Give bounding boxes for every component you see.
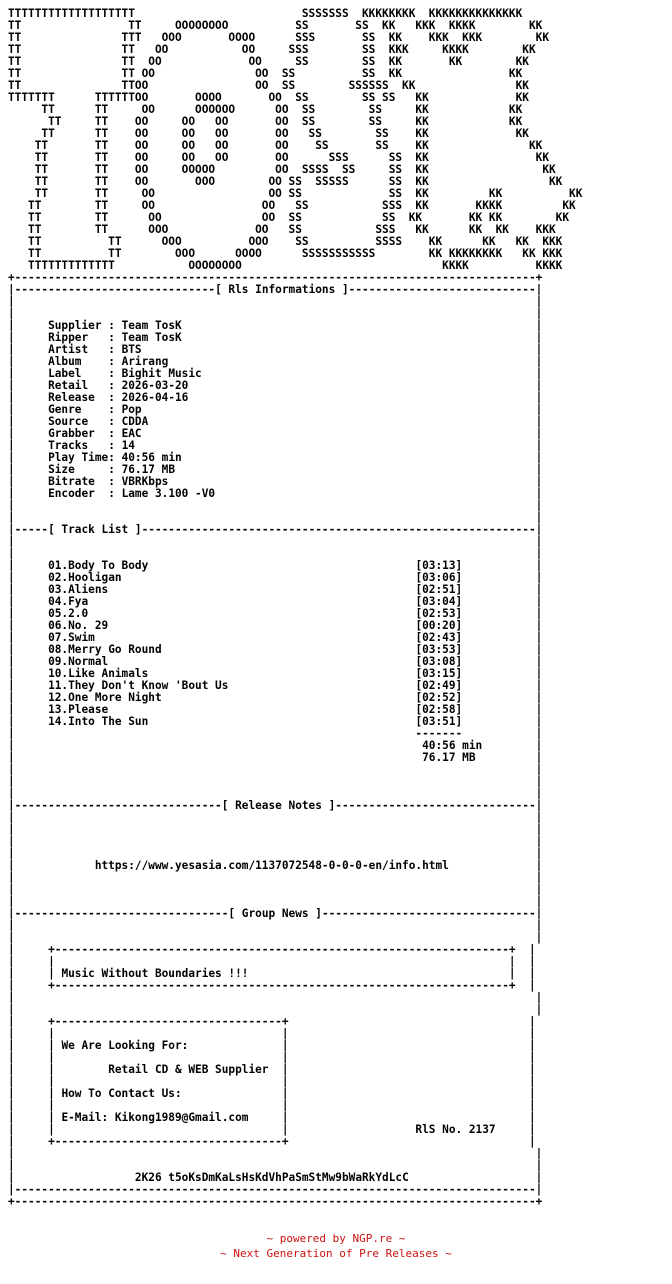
info-key: Genre: [48, 403, 82, 416]
blank-line: | |: [8, 499, 543, 512]
contact-email: | | E-Mail: Kikong1989@Gmail.com | |: [8, 1111, 536, 1124]
looking-for-label: We Are Looking For:: [61, 1039, 189, 1052]
border-inner-bottom: |------------------------------------------------------------------------------|: [8, 1183, 543, 1196]
logo-art: TT TT OOO OO SS SSS KK KK KK KKK: [8, 223, 556, 236]
info-key: Tracks: [48, 439, 89, 452]
info-value: 76.17 MB: [121, 463, 175, 476]
contact-box-blank: | | | |: [8, 1099, 536, 1112]
group-slogan: Music Without Boundaries !!!: [61, 967, 249, 980]
tracks-total-time: | 40:56 min |: [8, 739, 543, 752]
contact-how-label: | | How To Contact Us: | |: [8, 1087, 536, 1100]
tracks-total-size-text: 76.17 MB: [422, 751, 476, 764]
logo-art: TT TT OO OOO OO SS SSSSS SS KK KK: [8, 175, 563, 188]
info-key: Encoder: [48, 487, 95, 500]
info-row: | Grabber : EAC |: [8, 427, 543, 440]
track-title: 10.Like Animals: [48, 667, 149, 680]
info-key: Supplier: [48, 319, 102, 332]
track-row: | 07.Swim [02:43] |: [8, 631, 543, 644]
logo-art: TTTTTTTTTTTTT OOOOOOOO KKKK KKKK: [8, 259, 563, 272]
logo-art: TT TT OO OOOOOO OO SS SS KK KK: [8, 103, 523, 116]
info-value: Arirang: [121, 355, 169, 368]
tracks-total-size: | 76.17 MB |: [8, 751, 543, 764]
release-notes-link[interactable]: https://www.yesasia.com/1137072548-0-0-0-en/info.html: [94, 859, 449, 872]
track-time: [03:06]: [415, 571, 463, 584]
logo-art: TT TTOO OO SS SSSSSS KK KK: [8, 79, 529, 92]
info-row: | Play Time: 40:56 min |: [8, 451, 543, 464]
logo-art: TT TT OO OO OO OO SS SS KK KK: [8, 115, 523, 128]
info-row: | Artist : BTS |: [8, 343, 543, 356]
blank-line: | |: [8, 931, 543, 944]
track-time: [03:53]: [415, 643, 463, 656]
blank-line: | |: [8, 919, 543, 932]
footer-line-2: [0, 1246, 672, 1261]
info-row: | Album : Arirang |: [8, 355, 543, 368]
track-row: | 01.Body To Body [03:13] |: [8, 559, 543, 572]
track-title: 13.Please: [48, 703, 109, 716]
blank-line: | |: [8, 535, 543, 548]
track-row: | 08.Merry Go Round [03:53] |: [8, 643, 543, 656]
info-row: | Ripper : Team TosK |: [8, 331, 543, 344]
section-notes: |-------------------------------[ Release Notes ]------------------------------|: [8, 799, 543, 812]
logo-art: TT TT OO OO SS SS KK KK KK KK: [8, 211, 570, 224]
logo-art: TT TT OO OO OO OO SS SS KK KK: [8, 139, 543, 152]
info-row: | Size : 76.17 MB |: [8, 463, 543, 476]
track-row: | 02.Hooligan [03:06] |: [8, 571, 543, 584]
info-row: | Label : Bighit Music |: [8, 367, 543, 380]
contact-email[interactable]: E-Mail: Kikong1989@Gmail.com: [61, 1111, 249, 1124]
info-key: Source: [48, 415, 89, 428]
info-value: EAC: [121, 427, 142, 440]
nfo-text-block: [8, 8, 582, 1208]
track-time: [00:20]: [415, 619, 463, 632]
track-title: 02.Hooligan: [48, 571, 122, 584]
track-title: 03.Aliens: [48, 583, 109, 596]
blank-line: | |: [8, 991, 543, 1004]
track-title: 12.One More Night: [48, 691, 162, 704]
info-key: Size: [48, 463, 75, 476]
contact-label: How To Contact Us:: [61, 1087, 182, 1100]
border-top: +------------------------------------------------------------------------------+: [8, 271, 543, 284]
track-title: 04.Fya: [48, 595, 89, 608]
info-value: Team TosK: [121, 319, 182, 332]
looking-for-value: Retail CD & WEB Supplier: [108, 1063, 269, 1076]
contact-box-blank: | | | |: [8, 1027, 536, 1040]
tracks-total-rule: | ------- |: [8, 727, 543, 740]
logo-art: TT TTT OOO OOOO SSS SS KK KKK KKK KK: [8, 31, 549, 44]
contact-looking-label: | | We Are Looking For: | |: [8, 1039, 536, 1052]
info-row: | Source : CDDA |: [8, 415, 543, 428]
track-title: 01.Body To Body: [48, 559, 149, 572]
blank-line: | |: [8, 295, 543, 308]
info-key: Artist: [48, 343, 89, 356]
powered-by-link[interactable]: ~ powered by NGP.re ~: [266, 1232, 406, 1245]
info-row: | Retail : 2026-03-20 |: [8, 379, 543, 392]
track-time: [03:51]: [415, 715, 463, 728]
track-time: [02:49]: [415, 679, 463, 692]
blank-line: | |: [8, 811, 543, 824]
blank-line: | |: [8, 775, 543, 788]
info-key: Label: [48, 367, 82, 380]
rls-no-row: | | | RlS No. 2137 |: [8, 1123, 536, 1136]
track-row: | 06.No. 29 [00:20] |: [8, 619, 543, 632]
slogan-box-blank: | | | |: [8, 955, 536, 968]
blank-line: | |: [8, 763, 543, 776]
slogan-row: | | Music Without Boundaries !!! | |: [8, 967, 536, 980]
blank-line: | |: [8, 511, 543, 524]
track-title: 11.They Don't Know 'Bout Us: [48, 679, 229, 692]
track-time: [03:13]: [415, 559, 463, 572]
contact-box-bottom: | +----------------------------------+ |: [8, 1135, 536, 1148]
info-value: Pop: [121, 403, 142, 416]
tracks-total-rule-text: -------: [415, 727, 463, 740]
info-value: 40:56 min: [121, 451, 182, 464]
logo-art: TT TT OO OO SS SS KK KK: [8, 67, 523, 80]
info-value: Team TosK: [121, 331, 182, 344]
info-value: VBRKbps: [121, 475, 169, 488]
track-row: | 14.Into The Sun [03:51] |: [8, 715, 543, 728]
info-key: Play Time: [48, 451, 109, 464]
section-news: |--------------------------------[ Group News ]--------------------------------|: [8, 907, 543, 920]
logo-art: TT TT OO OO SS SS KK KK KK: [8, 55, 529, 68]
track-row: | 03.Aliens [02:51] |: [8, 583, 543, 596]
track-title: 09.Normal: [48, 655, 109, 668]
track-time: [02:43]: [415, 631, 463, 644]
info-row: | Supplier : Team TosK |: [8, 319, 543, 332]
section-rls-title: [ Rls Informations ]: [215, 283, 349, 296]
section-rls: |------------------------------[ Rls Informations ]----------------------------|: [8, 283, 543, 296]
logo-art: TT TT OOO OOO SS SSSS KK KK KK KKK: [8, 235, 563, 248]
logo-art: TTTTTTT TTTTTTOO OOOO OO SS SS SS KK KK: [8, 91, 529, 104]
blank-line: | |: [8, 823, 543, 836]
info-value: CDDA: [121, 415, 149, 428]
group-signature: 2K26 t5oKsDmKaLsHsKdVhPaSmStMw9bWaRkYdLcC: [134, 1171, 409, 1184]
info-row: | Bitrate : VBRKbps |: [8, 475, 543, 488]
track-title: 07.Swim: [48, 631, 95, 644]
blank-line: | |: [8, 895, 543, 908]
info-row: | Encoder : Lame 3.100 -V0 |: [8, 487, 543, 500]
section-tracks-title: [ Track List ]: [48, 523, 142, 536]
info-key: Retail: [48, 379, 89, 392]
signature-row: | 2K26 t5oKsDmKaLsHsKdVhPaSmStMw9bWaRkYdLcC |: [8, 1171, 543, 1184]
info-value: BTS: [121, 343, 142, 356]
info-key: Grabber: [48, 427, 95, 440]
logo-art: TT TT OOOOOOOO SS SS KK KKK KKKK KK: [8, 19, 543, 32]
contact-looking-value: | | Retail CD & WEB Supplier | |: [8, 1063, 536, 1076]
blank-line: | |: [8, 1147, 543, 1160]
logo-art: TT TT OO OO SSS SS KKK KKKK KK: [8, 43, 536, 56]
track-title: 06.No. 29: [48, 619, 109, 632]
track-row: | 12.One More Night [02:52] |: [8, 691, 543, 704]
track-title: 05.2.0: [48, 607, 89, 620]
section-tracks: |-----[ Track List ]-----------------------------------------------------------|: [8, 523, 543, 536]
slogan-box-top: | +--------------------------------------------------------------------+ |: [8, 943, 536, 956]
tracks-total-time-text: 40:56 min: [422, 739, 483, 752]
info-row: | Tracks : 14 |: [8, 439, 543, 452]
info-key: Bitrate: [48, 475, 95, 488]
blank-line: | |: [8, 547, 543, 560]
notes-url-row: | https://www.yesasia.com/1137072548-0-0-0-en/info.html |: [8, 859, 543, 872]
next-generation-link[interactable]: ~ Next Generation of Pre Releases ~: [220, 1247, 452, 1260]
track-time: [02:53]: [415, 607, 463, 620]
info-key: Ripper: [48, 331, 89, 344]
contact-box-blank: | | | |: [8, 1075, 536, 1088]
track-time: [02:51]: [415, 583, 463, 596]
info-key: Release: [48, 391, 95, 404]
blank-line: | |: [8, 835, 543, 848]
info-value: Bighit Music: [121, 367, 202, 380]
info-value: Lame 3.100 -V0: [121, 487, 216, 500]
track-row: | 09.Normal [03:08] |: [8, 655, 543, 668]
section-notes-title: [ Release Notes ]: [221, 799, 336, 812]
logo-art: TT TT OO OO OO OO SSS SS KK KK: [8, 151, 549, 164]
blank-line: | |: [8, 307, 543, 320]
info-key: Album: [48, 355, 82, 368]
track-time: [02:52]: [415, 691, 463, 704]
footer-line-1: [0, 1231, 672, 1246]
contact-box-blank: | | | |: [8, 1051, 536, 1064]
logo-art: TT TT OOO OOOO SSSSSSSSSSS KK KKKKKKKK KK KKK: [8, 247, 563, 260]
track-time: [03:08]: [415, 655, 463, 668]
track-time: [02:58]: [415, 703, 463, 716]
info-value: 2026-03-20: [121, 379, 189, 392]
blank-line: | |: [8, 787, 543, 800]
info-row: | Genre : Pop |: [8, 403, 543, 416]
track-row: | 10.Like Animals [03:15] |: [8, 667, 543, 680]
logo-art: TT TT OO OO SS SS KK KK KK: [8, 187, 583, 200]
info-value: 2026-04-16: [121, 391, 189, 404]
blank-line: | |: [8, 1159, 543, 1172]
logo-art: TT TT OO OO SS SSS KK KKKK KK: [8, 199, 576, 212]
contact-box-top: | +----------------------------------+ |: [8, 1015, 536, 1028]
track-time: [03:15]: [415, 667, 463, 680]
logo-art: TT TT OO OOOOO OO SSSS SS SS KK KK: [8, 163, 556, 176]
track-title: 14.Into The Sun: [48, 715, 149, 728]
track-row: | 04.Fya [03:04] |: [8, 595, 543, 608]
rls-number: RlS No. 2137: [415, 1123, 496, 1136]
track-row: | 05.2.0 [02:53] |: [8, 607, 543, 620]
track-time: [03:04]: [415, 595, 463, 608]
logo-art: TTTTTTTTTTTTTTTTTTT SSSSSSS KKKKKKKK KKKKKKKKKKKKKK: [8, 7, 523, 20]
track-row: | 13.Please [02:58] |: [8, 703, 543, 716]
logo-art: TT TT OO OO OO OO SS SS KK KK: [8, 127, 529, 140]
info-row: | Release : 2026-04-16 |: [8, 391, 543, 404]
blank-line: | |: [8, 1003, 543, 1016]
blank-line: | |: [8, 847, 543, 860]
slogan-box-bottom: | +--------------------------------------------------------------------+ |: [8, 979, 536, 992]
border-bottom: +------------------------------------------------------------------------------+: [8, 1195, 543, 1208]
blank-line: | |: [8, 871, 543, 884]
section-news-title: [ Group News ]: [228, 907, 322, 920]
blank-line: | |: [8, 883, 543, 896]
track-title: 08.Merry Go Round: [48, 643, 162, 656]
track-row: | 11.They Don't Know 'Bout Us [02:49] |: [8, 679, 543, 692]
info-value: 14: [121, 439, 135, 452]
